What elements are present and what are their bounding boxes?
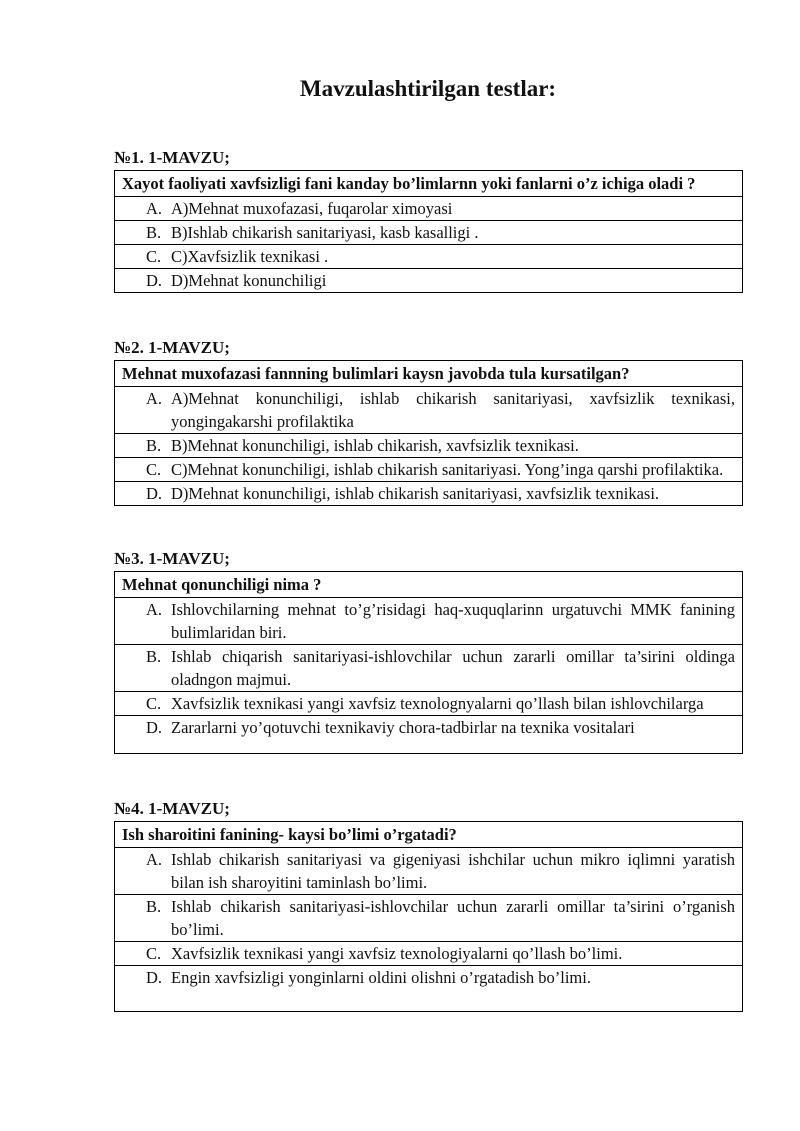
option-d bbox=[115, 716, 742, 753]
question-text: Ish sharoitini fanining- kaysi bo’limi o’rgatadi? bbox=[115, 822, 742, 848]
option-d bbox=[115, 482, 742, 505]
option-text: B)Ishlab chikarish sanitariyasi, kasb kasalligi . bbox=[171, 223, 479, 242]
question-table bbox=[114, 571, 743, 754]
option-text: D)Mehnat konunchiligi, ishlab chikarish sanitariyasi, xavfsizlik texnikasi. bbox=[171, 484, 660, 503]
option-letter: A. bbox=[146, 850, 163, 869]
option-d bbox=[115, 269, 742, 292]
option-text: Ishlab chiqarish sanitariyasi-ishlovchilar uchun zararli omillar ta’sirini oldinga oladngon majmui. bbox=[171, 647, 735, 689]
question-header: №2. 1-MAVZU; bbox=[114, 338, 230, 357]
option-letter: C. bbox=[146, 247, 162, 266]
option-b bbox=[115, 645, 742, 692]
option-letter: D. bbox=[146, 968, 163, 987]
option-letter: B. bbox=[146, 897, 162, 916]
option-text: Zararlarni yo’qotuvchi texnikaviy chora-tadbirlar na texnika vositalari bbox=[171, 718, 635, 737]
option-text: D)Mehnat konunchiligi bbox=[171, 271, 327, 290]
option-a bbox=[115, 848, 742, 895]
option-c bbox=[115, 245, 742, 269]
option-letter: D. bbox=[146, 271, 163, 290]
option-a bbox=[115, 387, 742, 434]
option-text: Ishlab chikarish sanitariyasi va gigeniyasi ishchilar uchun mikro iqlimni yaratish bilan ish sharoyitini taminlash bo’limi. bbox=[171, 850, 735, 892]
option-a bbox=[115, 197, 742, 221]
option-letter: C. bbox=[146, 694, 162, 713]
option-c bbox=[115, 942, 742, 966]
option-text: C)Mehnat konunchiligi, ishlab chikarish sanitariyasi. Yong’inga qarshi profilaktika. bbox=[171, 460, 724, 479]
option-letter: B. bbox=[146, 647, 162, 666]
option-text: Ishlab chikarish sanitariyasi-ishlovchilar uchun zararli omillar ta’sirini o’rganish bo’limi. bbox=[171, 897, 735, 939]
option-text: Engin xavfsizligi yonginlarni oldini olishni o’rgatadish bo’limi. bbox=[171, 968, 591, 987]
question-block-4 bbox=[114, 799, 743, 1012]
option-c bbox=[115, 458, 742, 482]
option-d bbox=[115, 966, 742, 1011]
option-letter: A. bbox=[146, 600, 163, 619]
option-letter: B. bbox=[146, 436, 162, 455]
question-header: №3. 1-MAVZU; bbox=[114, 549, 230, 568]
question-text: Mehnat muxofazasi fannning bulimlari kaysn javobda tula kursatilgan? bbox=[115, 361, 742, 387]
option-letter: C. bbox=[146, 944, 162, 963]
option-b bbox=[115, 221, 742, 245]
option-text: Ishlovchilarning mehnat to’g’risidagi haq-xuquqlarinn urgatuvchi MMK fanining bulimlaridan biri. bbox=[171, 600, 735, 642]
option-a bbox=[115, 598, 742, 645]
question-block-1 bbox=[114, 148, 743, 293]
option-letter: D. bbox=[146, 484, 163, 503]
option-letter: D. bbox=[146, 718, 163, 737]
option-letter: A. bbox=[146, 199, 163, 218]
option-text: Xavfsizlik texnikasi yangi xavfsiz texnologiyalarni qo’llash bo’limi. bbox=[171, 944, 623, 963]
option-text: C)Xavfsizlik texnikasi . bbox=[171, 247, 329, 266]
document-title: Mavzulashtirilgan testlar: bbox=[299, 76, 557, 101]
option-text: B)Mehnat konunchiligi, ishlab chikarish, xavfsizlik texnikasi. bbox=[171, 436, 579, 455]
question-text: Mehnat qonunchiligi nima ? bbox=[115, 572, 742, 598]
question-block-3 bbox=[114, 549, 743, 754]
question-text: Xayot faoliyati xavfsizligi fani kanday bo’limlarnn yoki fanlarni o’z ichiga oladi ? bbox=[115, 171, 742, 197]
option-letter: B. bbox=[146, 223, 162, 242]
option-b bbox=[115, 895, 742, 942]
option-text: A)Mehnat muxofazasi, fuqarolar ximoyasi bbox=[171, 199, 453, 218]
option-text: Xavfsizlik texnikasi yangi xavfsiz texnolognyalarni qo’llash bilan ishlovchilarga bbox=[171, 694, 704, 713]
question-table bbox=[114, 170, 743, 293]
question-table bbox=[114, 360, 743, 506]
option-letter: A. bbox=[146, 389, 163, 408]
option-b bbox=[115, 434, 742, 458]
question-block-2 bbox=[114, 338, 743, 506]
option-letter: C. bbox=[146, 460, 162, 479]
question-header: №4. 1-MAVZU; bbox=[114, 799, 230, 818]
option-text: A)Mehnat konunchiligi, ishlab chikarish sanitariyasi, xavfsizlik texnikasi, yongingakarshi profilaktika bbox=[171, 389, 735, 431]
question-header: №1. 1-MAVZU; bbox=[114, 148, 230, 167]
question-table bbox=[114, 821, 743, 1012]
option-c bbox=[115, 692, 742, 716]
